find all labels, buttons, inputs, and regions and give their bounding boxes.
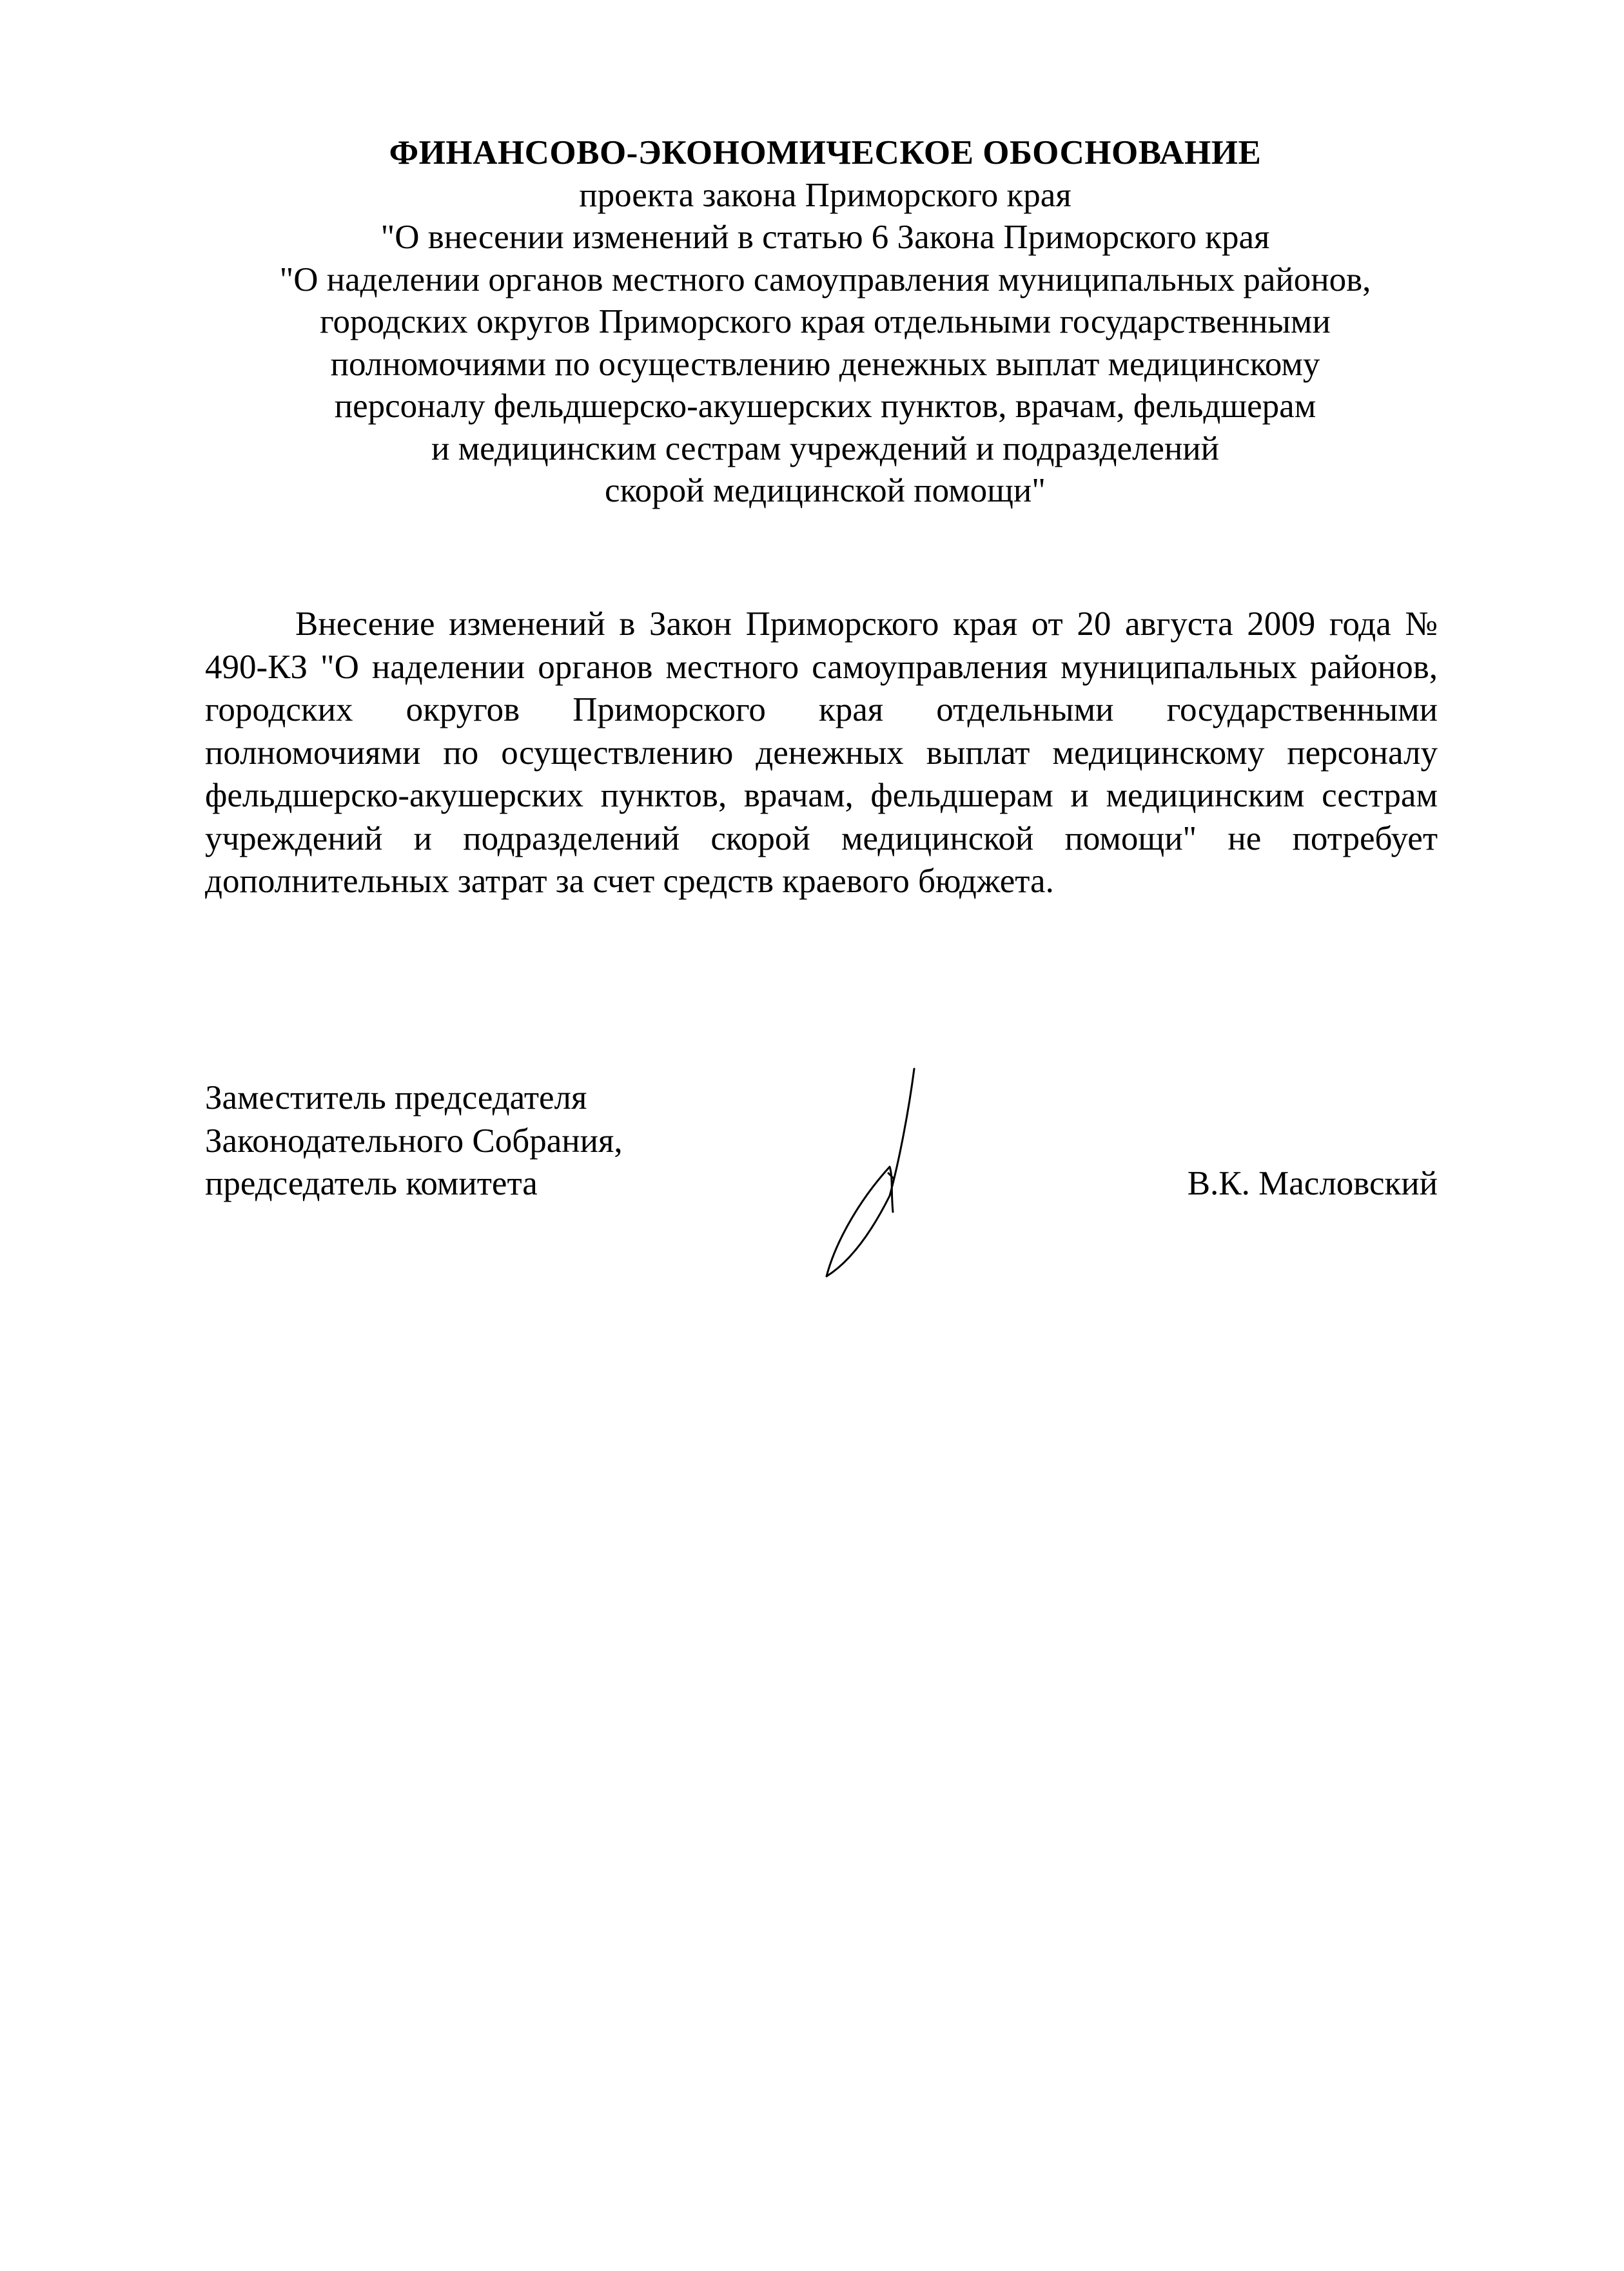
subtitle-line: "О внесении изменений в статью 6 Закона Приморского края [380, 219, 1270, 256]
position-line: Законодательного Собрания, [205, 1122, 623, 1160]
position-line: председатель комитета [205, 1165, 538, 1202]
document-title: ФИНАНСОВО-ЭКОНОМИЧЕСКОЕ ОБОСНОВАНИЕ [389, 134, 1262, 171]
signatory-position [205, 1077, 623, 1205]
document-header [193, 132, 1457, 512]
body-paragraph: Внесение изменений в Закон Приморского края от 20 августа 2009 года № 490-КЗ "О наделении органов местного самоуправления муниципальных районов, городских округов Приморского края отдельными государственными полномочиями по осуществлению денежных выплат медицинскому персоналу фельдшерско-акушерских пунктов, врачам, фельдшерам и медицинским сестрам учреждений и подразделений скорой медицинской помощи" не потребует дополнительных затрат за счет средств краевого бюджета. [205, 605, 1438, 900]
subtitle-line: проекта закона Приморского края [579, 176, 1071, 214]
subtitle-line: скорой медицинской помощи" [605, 472, 1046, 509]
subtitle-line: и медицинским сестрам учреждений и подразделений [431, 429, 1220, 467]
subtitle-line: городских округов Приморского края отдельными государственными [320, 303, 1331, 340]
signatory-name: В.К. Масловский [1187, 1165, 1438, 1202]
handwritten-signature-icon [787, 1064, 935, 1283]
subtitle-line: полномочиями по осуществлению денежных выплат медицинскому [330, 345, 1320, 383]
position-line: Заместитель председателя [205, 1079, 587, 1116]
subtitle-line: персоналу фельдшерско-акушерских пунктов, врачам, фельдшерам [334, 387, 1316, 425]
subtitle-line: "О наделении органов местного самоуправления муниципальных районов, [279, 260, 1371, 298]
